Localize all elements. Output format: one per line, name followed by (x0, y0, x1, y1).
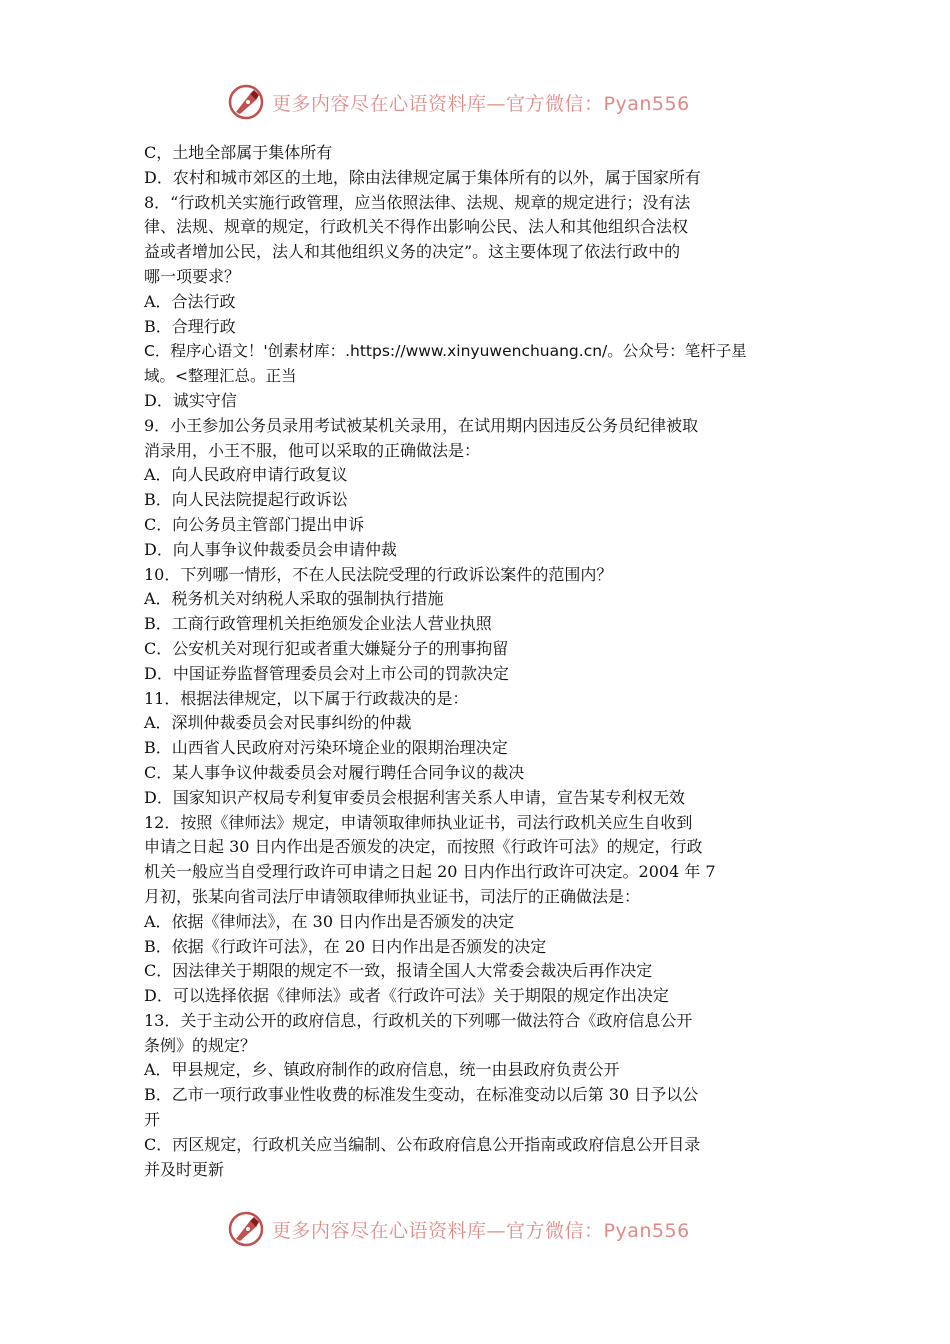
document-body (144, 141, 810, 1182)
text-line: 开 (144, 1110, 161, 1130)
text-line: D．农村和城市郊区的土地，除由法律规定属于集体所有的以外，属于国家所有 (144, 167, 701, 187)
text-line: A．依据《律师法》，在 30 日内作出是否颁发的决定 (144, 911, 515, 931)
text-line: 9．小王参加公务员录用考试被某机关录用，在试用期内因违反公务员纪律被取 (144, 415, 699, 435)
text-line: 申请之日起 30 日内作出是否颁发的决定，而按照《行政许可法》的规定，行政 (144, 837, 703, 857)
text-line: A．税务机关对纳税人采取的强制执行措施 (144, 589, 444, 609)
text-line: D．向人事争议仲裁委员会申请仲裁 (144, 539, 397, 559)
text-line: 12．按照《律师法》规定，申请领取律师执业证书，司法行政机关应生自收到 (144, 812, 693, 832)
text-line: C．因法律关于期限的规定不一致，报请全国人大常委会裁决后再作决定 (144, 961, 653, 981)
text-line: C．向公务员主管部门提出申诉 (144, 514, 365, 534)
text-line: 条例》的规定？ (144, 1035, 257, 1055)
text-line: A．深圳仲裁委员会对民事纠纷的仲裁 (144, 713, 412, 733)
pen-nib-logo-icon (226, 1209, 266, 1249)
wechat-id: Pyan556 (603, 92, 690, 115)
footer-banner (226, 1207, 746, 1251)
text-line: A．合法行政 (144, 291, 236, 311)
text-line: 11．根据法律规定，以下属于行政裁决的是： (144, 688, 469, 708)
text-line: A．向人民政府申请行政复议 (144, 465, 348, 485)
text-line: 域。<整理汇总。正当 (144, 367, 297, 386)
text-line: B．乙市一项行政事业性收费的标准发生变动，在标准变动以后第 30 日予以公 (144, 1085, 699, 1105)
text-line: 13．关于主动公开的政府信息，行政机关的下列哪一做法符合《政府信息公开 (144, 1010, 693, 1030)
banner-text: 更多内容尽在心语资料库—官方微信：Pyan556 (272, 92, 690, 115)
text-line: B．依据《行政许可法》，在 20 日内作出是否颁发的决定 (144, 936, 547, 956)
text-line: C．程序心语文！'创素材库：.https://www.xinyuwenchuang.cn/。公众号：笔杆子星 (144, 342, 747, 361)
text-line: C．某人事争议仲裁委员会对履行聘任合同争议的裁决 (144, 762, 525, 782)
text-line: 并及时更新 (144, 1159, 225, 1179)
header-banner (226, 80, 746, 124)
text-line: 哪一项要求？ (144, 266, 241, 286)
text-line: C．丙区规定，行政机关应当编制、公布政府信息公开指南或政府信息公开目录 (144, 1134, 701, 1154)
text-line: C，土地全部属于集体所有 (144, 143, 333, 162)
text-line: 律、法规、规章的规定，行政机关不得作出影响公民、法人和其他组织合法权 (144, 217, 689, 237)
wechat-id: Pyan556 (603, 1219, 690, 1242)
pen-nib-logo-icon (226, 82, 266, 122)
text-line: B．合理行政 (144, 316, 236, 336)
text-line: B．向人民法院提起行政诉讼 (144, 490, 348, 510)
text-line: D．国家知识产权局专利复审委员会根据利害关系人申请，宣告某专利权无效 (144, 787, 685, 807)
text-line: A．甲县规定，乡、镇政府制作的政府信息，统一由县政府负责公开 (144, 1060, 620, 1080)
text-line: D．诚实守信 (144, 390, 237, 410)
text-line: 10．下列哪一情形，不在人民法院受理的行政诉讼案件的范围内？ (144, 564, 613, 584)
text-line: 消录用，小王不服，他可以采取的正确做法是： (144, 440, 481, 460)
text-line: B．山西省人民政府对污染环境企业的限期治理决定 (144, 738, 508, 758)
text-line: 8．“行政机关实施行政管理，应当依照法律、法规、规章的规定进行；没有法 (144, 192, 691, 212)
text-line: 机关一般应当自受理行政许可申请之日起 20 日内作出行政许可决定。2004 年 7 (144, 862, 716, 882)
text-line: 益或者增加公民，法人和其他组织义务的决定”。这主要体现了依法行政中的 (144, 242, 681, 262)
text-line: C．公安机关对现行犯或者重大嫌疑分子的刑事拘留 (144, 638, 509, 658)
banner-text: 更多内容尽在心语资料库—官方微信：Pyan556 (272, 1219, 690, 1242)
text-line: B．工商行政管理机关拒绝颁发企业法人营业执照 (144, 614, 492, 634)
text-line: 月初，张某向省司法厅申请领取律师执业证书，司法厅的正确做法是： (144, 886, 641, 906)
text-line: D．可以选择依据《律师法》或者《行政许可法》关于期限的规定作出决定 (144, 986, 669, 1006)
text-line: D．中国证券监督管理委员会对上市公司的罚款决定 (144, 663, 509, 683)
